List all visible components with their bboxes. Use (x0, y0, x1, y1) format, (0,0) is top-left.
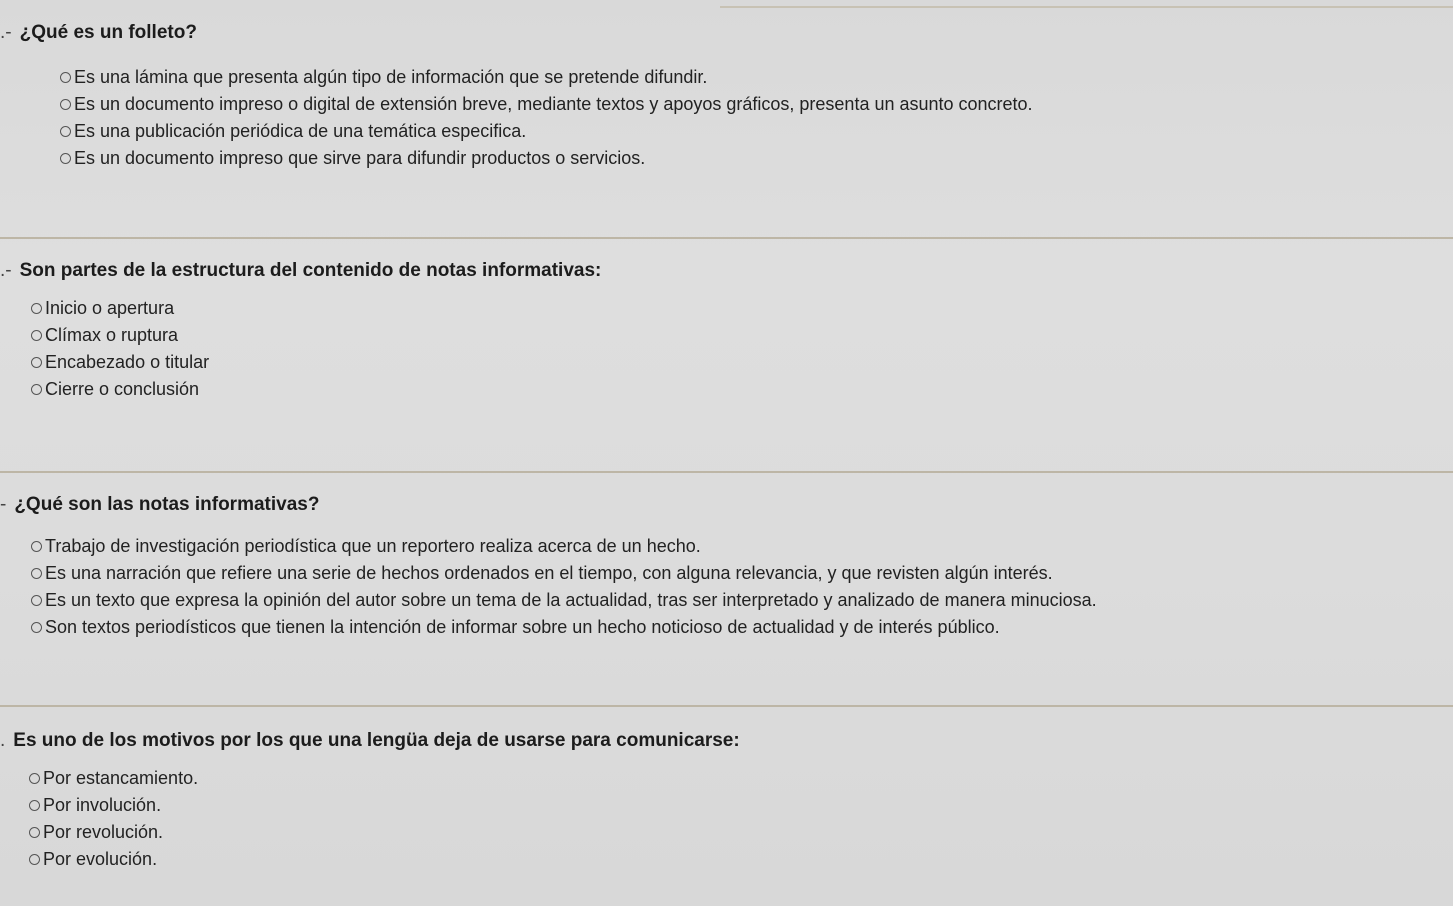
radio-icon[interactable] (60, 126, 71, 137)
top-divider (720, 6, 1453, 8)
question-1-text: ¿Qué es un folleto? (19, 22, 197, 43)
question-1-title (0, 22, 197, 44)
option-label: Es un documento impreso o digital de extensión breve, mediante textos y apoyos gráficos, presenta un asunto concreto. (74, 94, 1033, 114)
radio-icon[interactable] (31, 541, 42, 552)
radio-icon[interactable] (31, 384, 42, 395)
radio-icon[interactable] (60, 153, 71, 164)
question-3-number: - (0, 494, 7, 515)
option-label: Cierre o conclusión (45, 379, 200, 399)
question-3-title (0, 494, 319, 516)
question-1-option-2[interactable] (60, 91, 1033, 118)
section-divider (0, 237, 1453, 239)
option-label: Por revolución. (43, 822, 164, 842)
question-2-number: .- (0, 260, 12, 281)
question-2-text: Son partes de la estructura del contenido de notas informativas: (19, 260, 602, 281)
radio-icon[interactable] (31, 595, 42, 606)
option-label: Son textos periodísticos que tienen la intención de informar sobre un hecho noticioso de actualidad y de interés público. (45, 617, 1000, 637)
question-4-option-1[interactable] (29, 765, 198, 792)
question-4-title (0, 730, 740, 752)
option-label: Trabajo de investigación periodística que un reportero realiza acerca de un hecho. (45, 536, 701, 556)
question-1-options (60, 64, 1033, 172)
question-1-number: .- (0, 22, 12, 43)
radio-icon[interactable] (29, 827, 40, 838)
question-3-option-3[interactable] (31, 587, 1097, 614)
question-3-options (31, 533, 1097, 641)
radio-icon[interactable] (31, 303, 42, 314)
question-2-options (31, 295, 209, 403)
radio-icon[interactable] (60, 72, 71, 83)
question-4-option-4[interactable] (29, 846, 198, 873)
section-divider (0, 471, 1453, 473)
radio-icon[interactable] (31, 568, 42, 579)
section-divider (0, 705, 1453, 707)
question-1-option-1[interactable] (60, 64, 1033, 91)
radio-icon[interactable] (29, 773, 40, 784)
question-2-title (0, 260, 601, 282)
option-label: Inicio o apertura (45, 298, 175, 318)
question-4-option-2[interactable] (29, 792, 198, 819)
question-2-option-1[interactable] (31, 295, 209, 322)
question-2-option-2[interactable] (31, 322, 209, 349)
option-label: Por evolución. (43, 849, 158, 869)
option-label: Encabezado o titular (45, 352, 210, 372)
question-3-option-1[interactable] (31, 533, 1097, 560)
option-label: Es una publicación periódica de una temática especifica. (74, 121, 527, 141)
option-label: Es un texto que expresa la opinión del autor sobre un tema de la actualidad, tras ser interpretado y analizado de manera minuciosa. (45, 590, 1097, 610)
radio-icon[interactable] (31, 330, 42, 341)
option-label: Clímax o ruptura (45, 325, 179, 345)
question-1-option-4[interactable] (60, 145, 1033, 172)
question-2-option-4[interactable] (31, 376, 209, 403)
radio-icon[interactable] (31, 357, 42, 368)
option-label: Por estancamiento. (43, 768, 199, 788)
radio-icon[interactable] (29, 854, 40, 865)
radio-icon[interactable] (31, 622, 42, 633)
question-3-text: ¿Qué son las notas informativas? (14, 494, 320, 515)
question-4-number: . (0, 730, 6, 751)
question-2-option-3[interactable] (31, 349, 209, 376)
question-3-option-4[interactable] (31, 614, 1097, 641)
radio-icon[interactable] (29, 800, 40, 811)
option-label: Es una lámina que presenta algún tipo de información que se pretende difundir. (74, 67, 708, 87)
question-4-option-3[interactable] (29, 819, 198, 846)
option-label: Por involución. (43, 795, 162, 815)
question-4-text: Es uno de los motivos por los que una lengüa deja de usarse para comunicarse: (13, 730, 740, 751)
radio-icon[interactable] (60, 99, 71, 110)
question-1-option-3[interactable] (60, 118, 1033, 145)
question-4-options (29, 765, 198, 873)
question-3-option-2[interactable] (31, 560, 1097, 587)
option-label: Es un documento impreso que sirve para difundir productos o servicios. (74, 148, 646, 168)
option-label: Es una narración que refiere una serie de hechos ordenados en el tiempo, con alguna relevancia, y que revisten algún interés. (45, 563, 1053, 583)
